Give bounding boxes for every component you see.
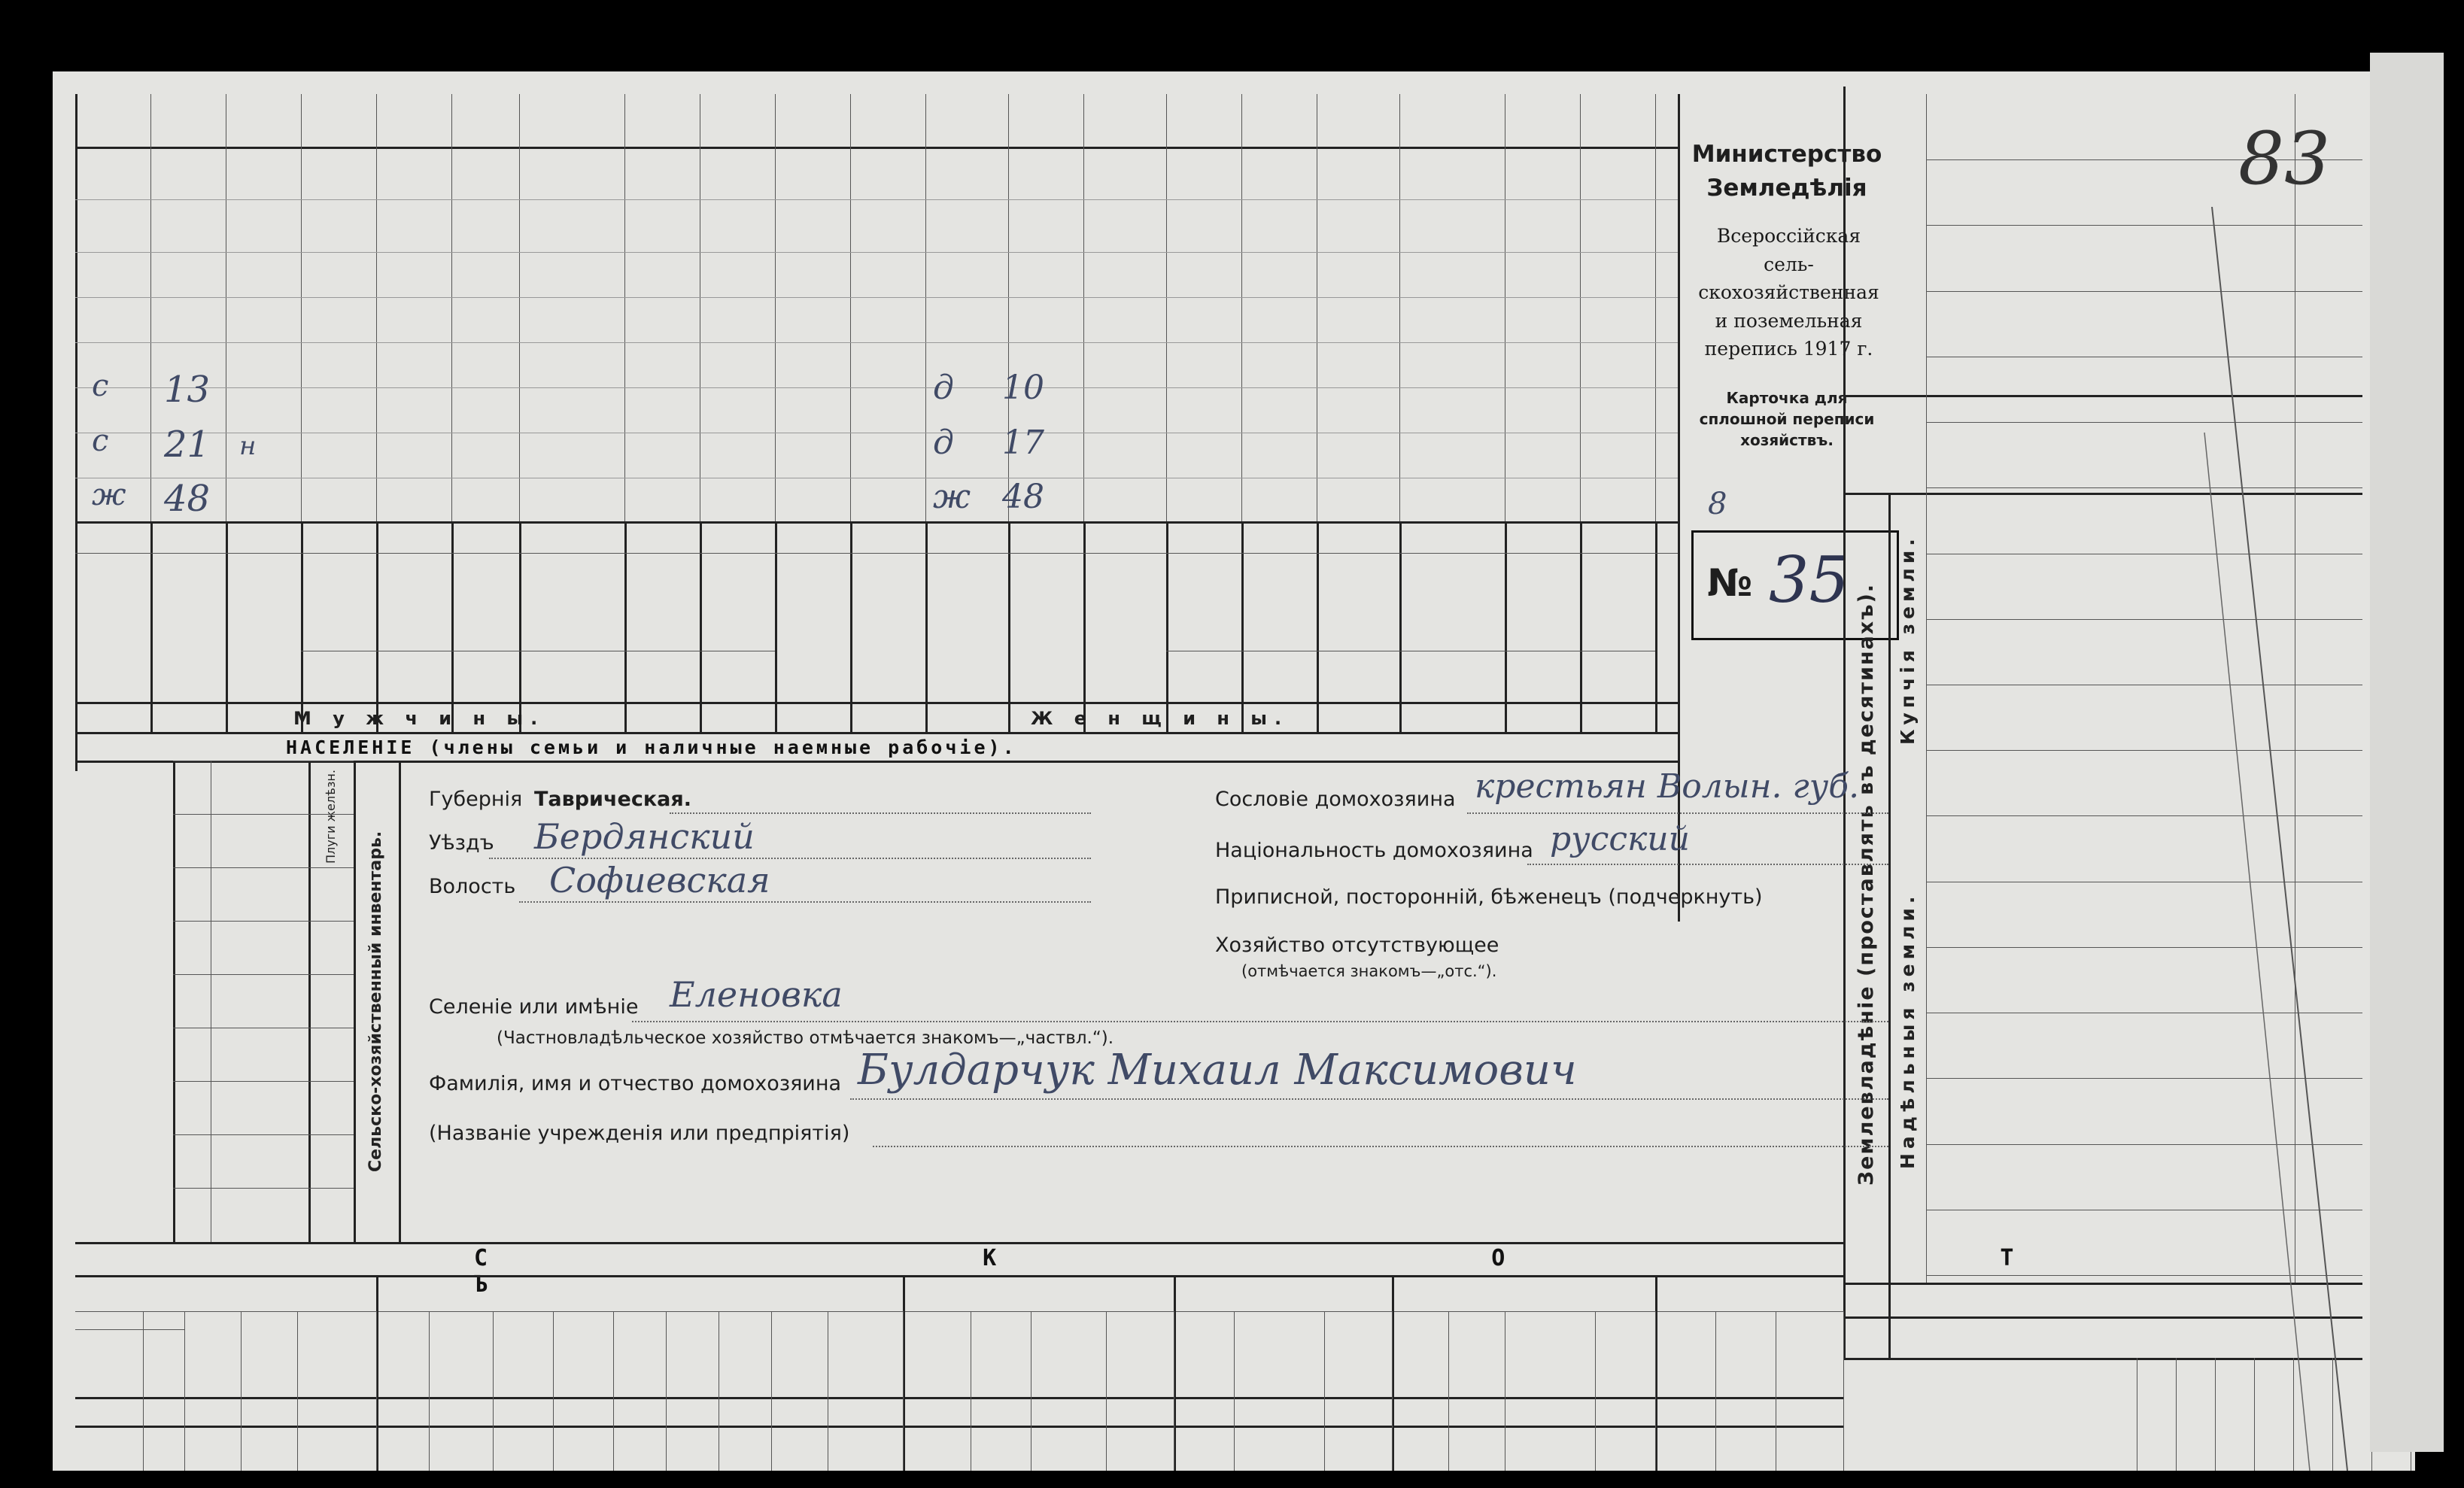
row-line: [75, 199, 1678, 200]
livestock-col-label: [1033, 1314, 1104, 1394]
livestock-col-label: [431, 1314, 491, 1394]
nation-label: Національность домохозяина: [1215, 839, 1533, 862]
livestock-col-label: [299, 1314, 374, 1394]
ministry-line2: Земледѣлія: [1706, 174, 1867, 202]
inventory-row-line: [173, 921, 354, 922]
census-card: [53, 71, 2415, 1471]
livestock-col-label: [1451, 1314, 1502, 1394]
col-divider: [493, 1311, 494, 1471]
female-rel-3: ж: [933, 478, 971, 516]
row-line: [75, 387, 1678, 388]
livestock-col-label: [1718, 1314, 1773, 1394]
livestock-col-label: [1507, 1314, 1593, 1394]
livestock-col-label: [145, 1332, 182, 1394]
livestock-col-label: [1394, 1314, 1446, 1394]
row-line: [75, 297, 1678, 298]
female-rel-1: д: [933, 369, 954, 407]
col-label: [1010, 557, 1081, 696]
livestock-col-label: [773, 1314, 825, 1394]
fio-label: Фамилія, имя и отчество домохозяина: [429, 1072, 842, 1095]
grid-line: [850, 94, 851, 523]
livestock-col-label: [905, 1314, 968, 1394]
selo-value: Еленовка: [670, 974, 843, 1015]
absent-note: (отмѣчается знакомъ—„отс.“).: [1241, 962, 1497, 980]
ministry-title: [1685, 138, 1888, 205]
page-number: 83: [2238, 117, 2331, 201]
soslovie-value: крестьян Волын. губ.: [1475, 767, 1860, 806]
inventory-row-line: [173, 1188, 354, 1189]
livestock-col-label: [187, 1314, 239, 1394]
uezd-value: Бердянский: [534, 816, 755, 857]
livestock-col-label: [1597, 1314, 1653, 1394]
inventory-row-line: [173, 1134, 354, 1135]
col-label: [852, 557, 923, 696]
grid-line: [1166, 94, 1167, 523]
col-divider: [376, 1311, 377, 1471]
col-divider: [903, 1311, 904, 1471]
land-bottom-divider: [2176, 1358, 2177, 1471]
col-divider: [429, 1311, 430, 1471]
inventory-row-line: [173, 974, 354, 975]
inventory-row-number: [175, 1139, 213, 1184]
col-label: [1507, 557, 1578, 696]
col-divider: [1715, 1311, 1716, 1471]
inventory-row-number: [175, 1086, 213, 1131]
col-label: [454, 557, 517, 647]
col-divider: [1448, 1311, 1449, 1471]
col-label: [1086, 557, 1164, 696]
col-divider: [184, 1311, 185, 1471]
livestock-col-label: [378, 1314, 427, 1394]
inventory-row-number: [175, 765, 213, 810]
col-divider: [1678, 521, 1680, 732]
livestock-col-label: [1326, 1314, 1390, 1394]
col-label: [1657, 557, 1676, 696]
col-divider: [241, 1311, 242, 1471]
inventory-row-line: [173, 867, 354, 868]
grid-line: [1083, 94, 1084, 523]
uezd-label: Уѣздъ: [429, 831, 494, 855]
grid-line: [624, 94, 625, 523]
land-label-col: [1926, 94, 1927, 1283]
female-age-3: 48: [1002, 478, 1044, 516]
grid-line: [925, 94, 926, 523]
card-mark: 8: [1708, 487, 1727, 521]
gubernia-label: Губернія: [429, 788, 523, 811]
livestock-col-label: [973, 1314, 1028, 1394]
land-bottom-label: [2099, 1359, 2135, 1465]
col-label: [702, 557, 773, 696]
col-label: [1168, 557, 1239, 647]
col-divider: [143, 1311, 144, 1471]
col-divider: [771, 1311, 772, 1471]
col-label: [627, 557, 697, 696]
male-age-3: 48: [164, 478, 211, 520]
row-line: [75, 342, 1678, 343]
inventory-title: Сельско-хозяйственный инвентарь.: [366, 831, 385, 1172]
female-rel-2: д: [933, 424, 954, 462]
inventory-row-number: [175, 925, 213, 970]
male-rel-3: ж: [92, 478, 126, 512]
col-label: [777, 557, 848, 696]
grid-line: [451, 94, 452, 523]
col-divider: [1324, 1311, 1325, 1471]
inventory-row-number: [175, 1032, 213, 1077]
absent-label: Хозяйство отсутствующее: [1215, 934, 1499, 957]
inventory-row-number: [175, 1192, 213, 1237]
male-age-2: 21: [164, 424, 211, 466]
fio-value: Булдарчук Михаил Максимович: [858, 1046, 1577, 1095]
grid-line: [376, 94, 377, 523]
soslovie-label: Сословіе домохозяина: [1215, 788, 1456, 811]
male-age-1: 13: [164, 369, 211, 411]
grid-line: [1399, 94, 1400, 523]
inventory-row-number: [175, 872, 213, 917]
col-label: [153, 557, 223, 696]
ministry-line1: Министерство: [1691, 141, 1882, 168]
selo-label: Селеніе или имѣніе: [429, 995, 639, 1019]
inventory-row-line: [173, 1081, 354, 1082]
livestock-col-label: [1108, 1314, 1171, 1394]
livestock-col-label: [77, 1332, 141, 1394]
col-label: [378, 557, 449, 647]
livestock-col-label: [1657, 1314, 1713, 1394]
col-divider: [1392, 1311, 1393, 1471]
nation-value: русский: [1550, 820, 1690, 858]
land-main-title: Землевладѣніе (проставлять въ десятинахъ).: [1855, 582, 1878, 1186]
col-divider: [553, 1311, 554, 1471]
col-divider: [1843, 1311, 1844, 1471]
col-divider: [666, 1311, 667, 1471]
private-note: (Частновладѣльческое хозяйство отмѣчается знакомъ—„частвл.“).: [497, 1028, 1114, 1048]
institution-label: (Названіе учрежденія или предпріятія): [429, 1122, 850, 1145]
header-top-rule: [75, 521, 1678, 524]
female-age-2: 17: [1002, 424, 1044, 462]
livestock-col-label: [830, 1314, 901, 1394]
work-age-rule: [75, 1329, 184, 1330]
col-divider: [1655, 1311, 1656, 1471]
male-rel-2: с: [92, 424, 109, 458]
col-label: [77, 557, 148, 696]
grid-line: [1655, 94, 1656, 523]
land-bottom-label: [2138, 1359, 2174, 1465]
grid-line: [150, 94, 151, 523]
livestock-col-label: [721, 1314, 769, 1394]
livestock-col-label: [1176, 1314, 1232, 1394]
livestock-col-label: [668, 1314, 716, 1394]
male-mark-2: н: [239, 431, 257, 461]
col-label: [303, 557, 374, 647]
col-label: [228, 557, 299, 696]
nadel-title: Надѣльныя земли.: [1897, 891, 1919, 1170]
volost-label: Волость: [429, 875, 516, 898]
women-label: Ж е н щ и н ы.: [1031, 708, 1290, 729]
plough-group: Плуги желѣзн.: [324, 770, 338, 864]
men-label: М у ж ч и н ы.: [293, 708, 545, 729]
population-band: НАСЕЛЕНІЕ (члены семьи и наличные наемные рабочіе).: [286, 736, 1017, 758]
col-label: [1582, 557, 1653, 696]
card-type: Карточка для сплошной переписи хозяйствъ.: [1699, 389, 1875, 449]
col-label: [1244, 557, 1314, 647]
livestock-col-label: [495, 1314, 551, 1394]
col-divider: [297, 1311, 298, 1471]
inventory-row-number: [175, 979, 213, 1024]
col-divider: [1106, 1311, 1107, 1471]
grid-line: [1580, 94, 1581, 523]
top-rule: [75, 147, 1678, 149]
col-divider: [1234, 1311, 1235, 1471]
col-label: [1319, 557, 1397, 647]
col-label: [928, 557, 1006, 696]
col-divider: [1595, 1311, 1596, 1471]
livestock-col-label: [1778, 1314, 1841, 1394]
col-divider: [613, 1311, 614, 1471]
male-rel-1: с: [92, 369, 109, 403]
livestock-col-label: [555, 1314, 611, 1394]
pripis-label: Приписной, посторонній, бѣженецъ (подчеркнуть): [1215, 885, 1763, 909]
kupch-title: Купчія земли.: [1897, 534, 1919, 745]
grid-line: [301, 94, 302, 523]
female-age-1: 10: [1002, 369, 1044, 407]
inventory-row-number: [175, 818, 213, 864]
adjacent-page-edge: [2370, 53, 2444, 1452]
volost-value: Софиевская: [549, 860, 770, 900]
card-number-value: 35: [1769, 543, 1849, 617]
gubernia-value: Таврическая.: [534, 788, 691, 811]
livestock-col-label: [1236, 1314, 1322, 1394]
inventory-row-line: [173, 814, 354, 815]
number-sign: №: [1707, 561, 1753, 605]
livestock-band: С К О Т Ъ: [474, 1245, 2255, 1298]
grid-line: [775, 94, 776, 523]
grid-line: [519, 94, 520, 523]
row-line: [75, 252, 1678, 253]
grid-line: [1241, 94, 1242, 523]
livestock-col-label: [615, 1314, 664, 1394]
livestock-col-label: [243, 1314, 295, 1394]
census-title: Всероссійская сель-скохозяйственная и поземельная перепись 1917 г.: [1698, 225, 1879, 360]
